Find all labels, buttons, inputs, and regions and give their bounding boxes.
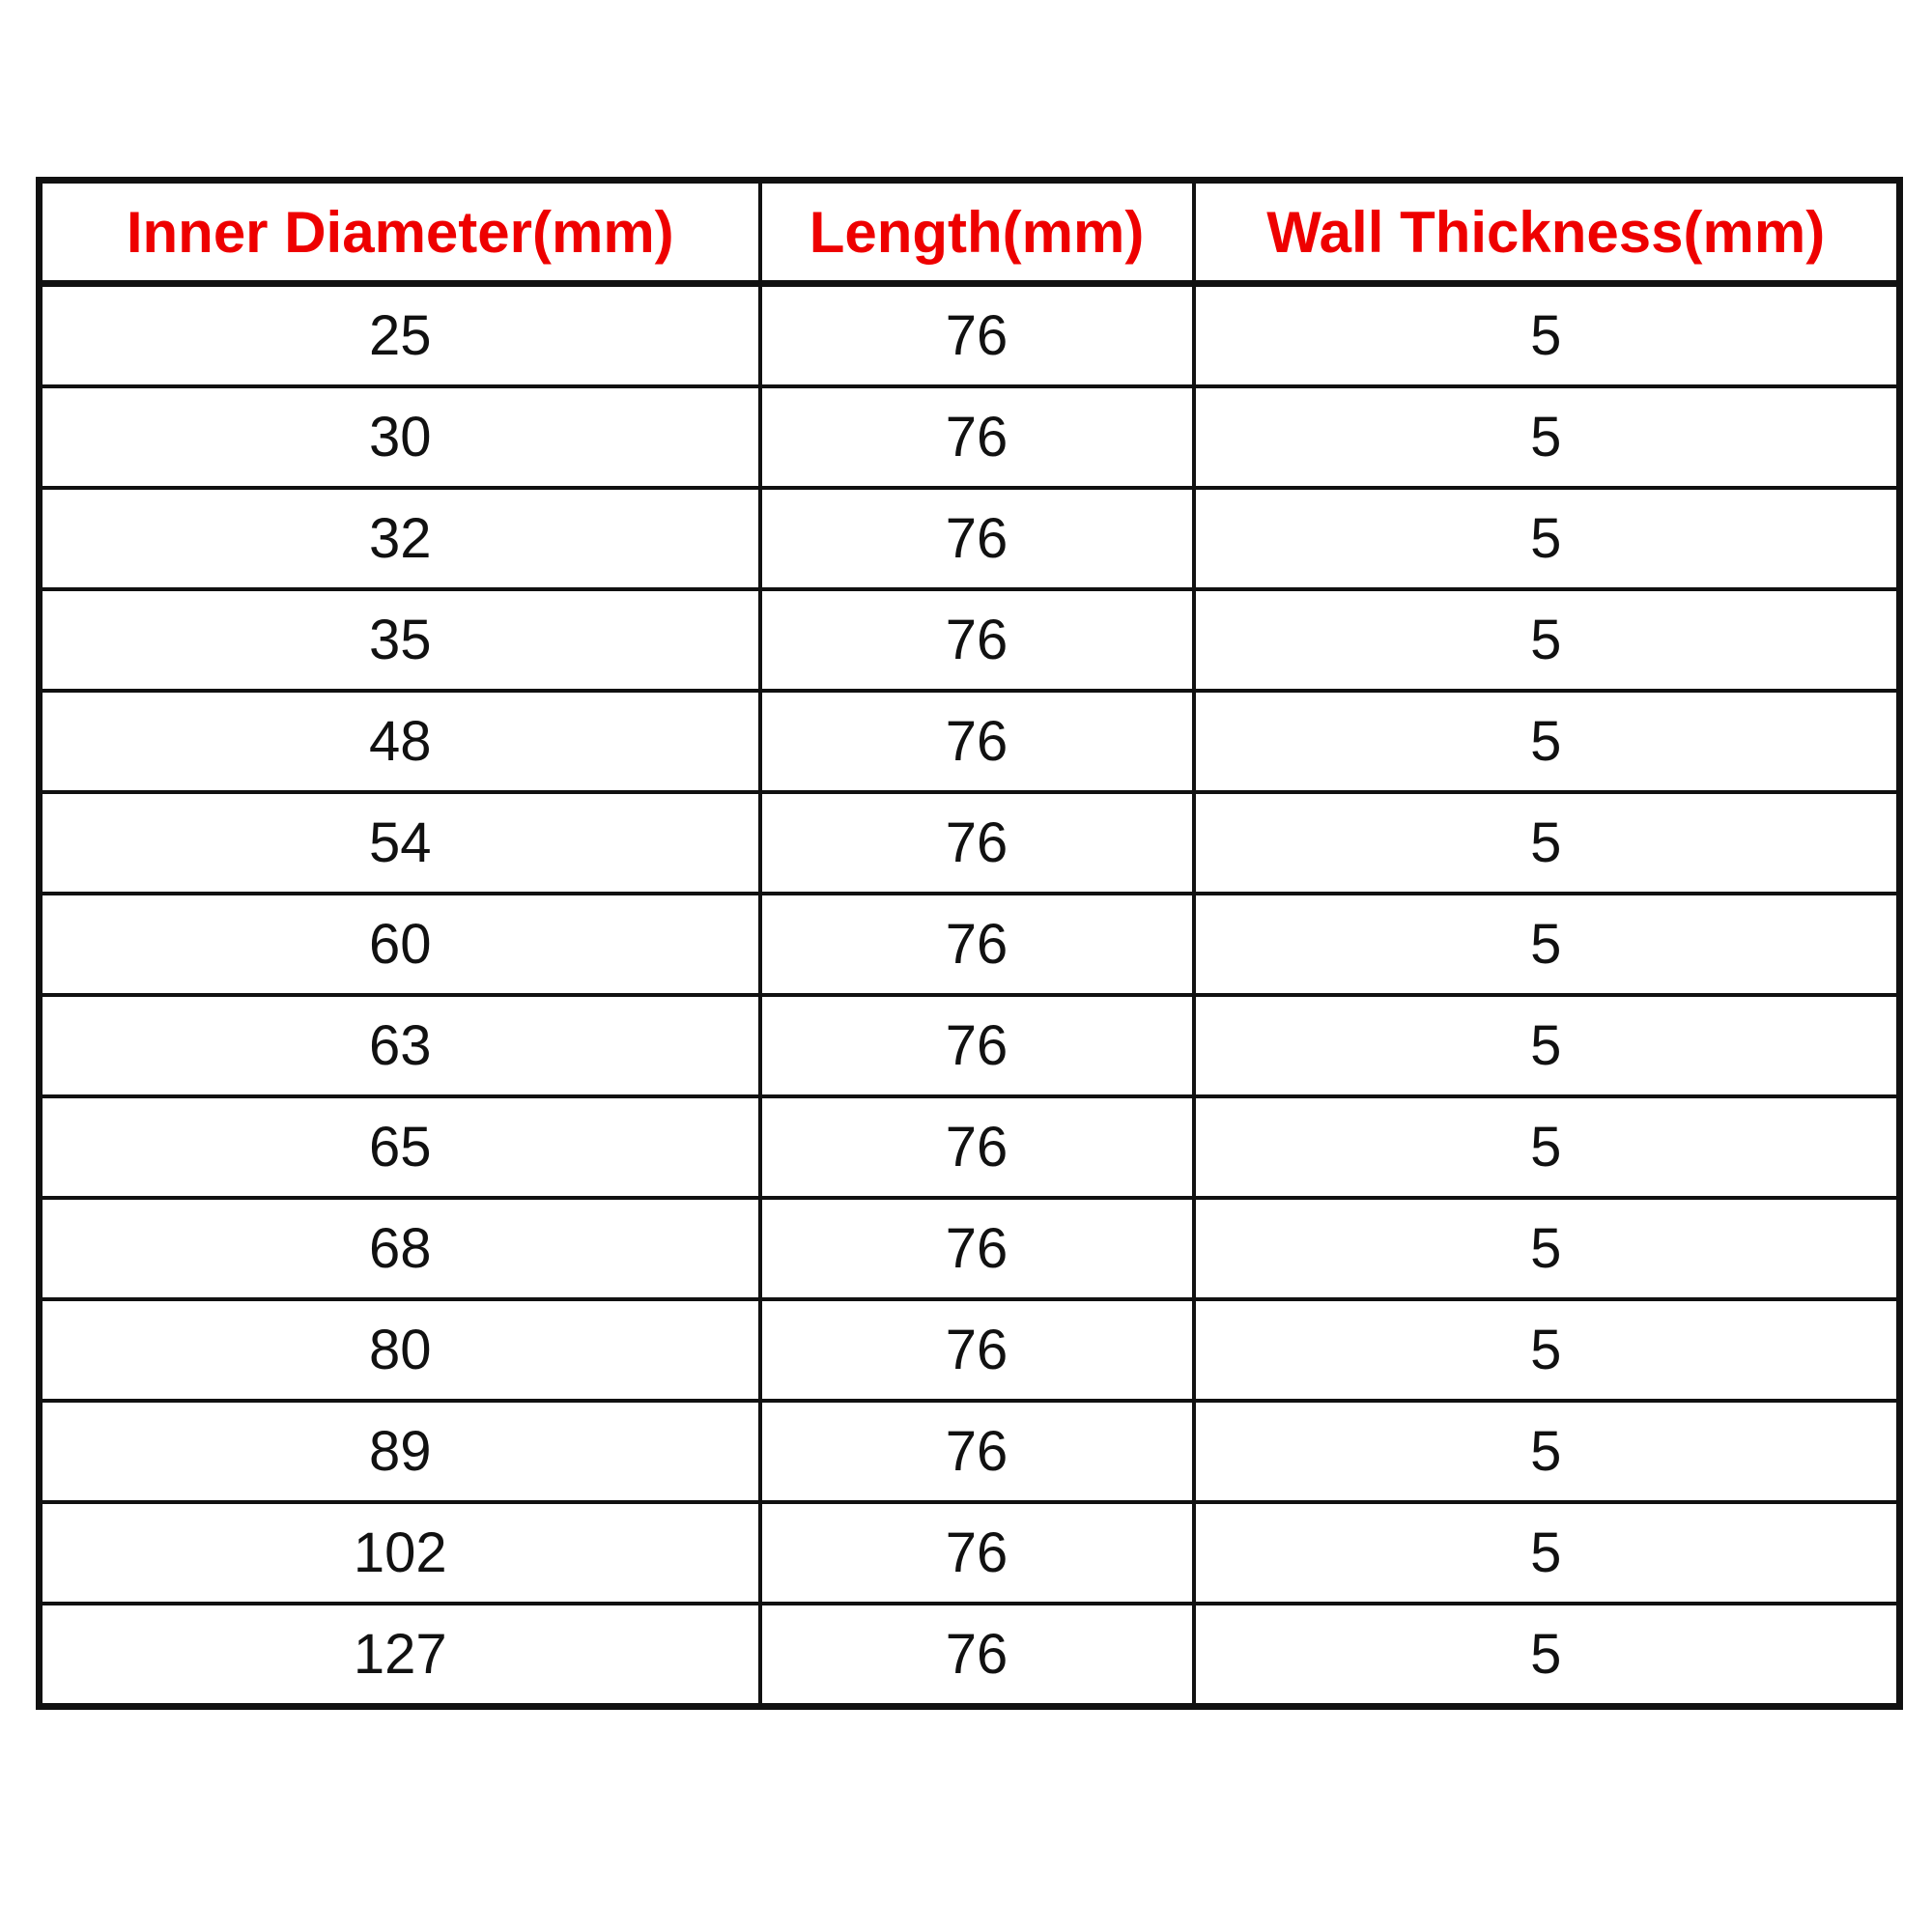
wall-thickness-cell: 5 [1194,488,1900,589]
length-cell: 76 [760,1299,1194,1401]
length-cell: 76 [760,1198,1194,1299]
header-wall-thickness: Wall Thickness(mm) [1194,181,1900,284]
wall-thickness-cell: 5 [1194,995,1900,1096]
table-row [40,488,1900,589]
table-row [40,995,1900,1096]
inner-diameter-cell: 80 [40,1299,760,1401]
inner-diameter-cell: 35 [40,589,760,691]
wall-thickness-cell: 5 [1194,1401,1900,1502]
inner-diameter-cell: 54 [40,792,760,894]
inner-diameter-cell: 60 [40,894,760,995]
length-cell: 76 [760,1604,1194,1707]
inner-diameter-cell: 25 [40,284,760,387]
length-cell: 76 [760,995,1194,1096]
wall-thickness-cell: 5 [1194,894,1900,995]
table-row [40,589,1900,691]
table-row [40,284,1900,387]
length-cell: 76 [760,284,1194,387]
length-cell: 76 [760,1502,1194,1604]
inner-diameter-cell: 102 [40,1502,760,1604]
table-row [40,691,1900,792]
table-row [40,1604,1900,1707]
table-row [40,1096,1900,1198]
wall-thickness-cell: 5 [1194,1096,1900,1198]
inner-diameter-cell: 89 [40,1401,760,1502]
table-row [40,894,1900,995]
header-row [40,181,1900,284]
length-cell: 76 [760,488,1194,589]
length-cell: 76 [760,1401,1194,1502]
length-cell: 76 [760,894,1194,995]
inner-diameter-cell: 65 [40,1096,760,1198]
wall-thickness-cell: 5 [1194,589,1900,691]
inner-diameter-cell: 127 [40,1604,760,1707]
length-cell: 76 [760,589,1194,691]
wall-thickness-cell: 5 [1194,1198,1900,1299]
wall-thickness-cell: 5 [1194,792,1900,894]
table-row [40,792,1900,894]
header-inner-diameter: Inner Diameter(mm) [40,181,760,284]
table-row [40,1198,1900,1299]
wall-thickness-cell: 5 [1194,1502,1900,1604]
length-cell: 76 [760,792,1194,894]
table-body [40,284,1900,1707]
length-cell: 76 [760,691,1194,792]
inner-diameter-cell: 30 [40,386,760,488]
wall-thickness-cell: 5 [1194,1299,1900,1401]
wall-thickness-cell: 5 [1194,1604,1900,1707]
inner-diameter-cell: 32 [40,488,760,589]
inner-diameter-cell: 48 [40,691,760,792]
wall-thickness-cell: 5 [1194,691,1900,792]
table-header [40,181,1900,284]
table-row [40,1299,1900,1401]
wall-thickness-cell: 5 [1194,386,1900,488]
wall-thickness-cell: 5 [1194,284,1900,387]
table-row [40,386,1900,488]
inner-diameter-cell: 68 [40,1198,760,1299]
inner-diameter-cell: 63 [40,995,760,1096]
table-row [40,1401,1900,1502]
length-cell: 76 [760,386,1194,488]
spec-table [36,177,1903,1710]
table-row [40,1502,1900,1604]
length-cell: 76 [760,1096,1194,1198]
header-length: Length(mm) [760,181,1194,284]
